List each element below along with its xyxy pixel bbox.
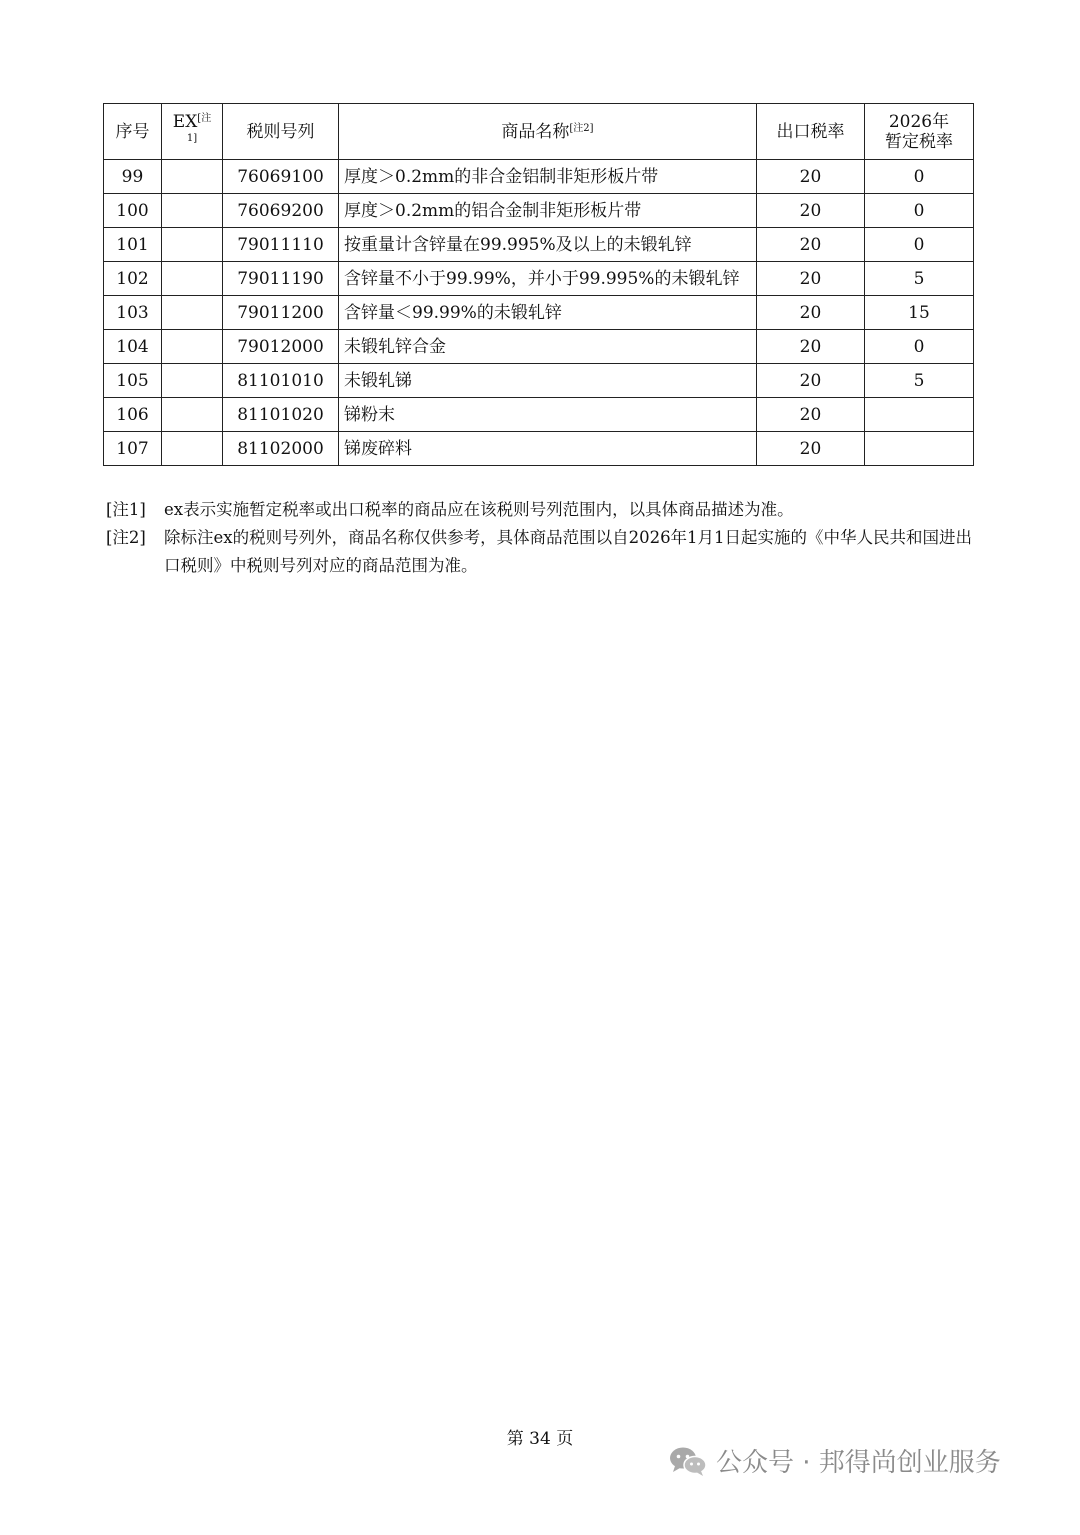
header-ex-note: [注1]: [186, 112, 212, 144]
cell-seq: 105: [104, 364, 162, 398]
page-number: 第 34 页: [506, 1429, 574, 1449]
cell-name: 含锌量不小于99.99%，并小于99.995%的未锻轧锌: [339, 262, 757, 296]
cell-code: 81101010: [223, 364, 339, 398]
table-row: [104, 296, 974, 330]
cell-export-rate: 20: [757, 228, 865, 262]
cell-ex: [162, 398, 223, 432]
table-row: [104, 194, 974, 228]
cell-name: 未锻轧锌合金: [339, 330, 757, 364]
cell-export-rate: 20: [757, 398, 865, 432]
cell-temp-rate: 0: [865, 160, 974, 194]
cell-export-rate: 20: [757, 296, 865, 330]
cell-ex: [162, 160, 223, 194]
cell-temp-rate: 0: [865, 194, 974, 228]
table-row: [104, 262, 974, 296]
cell-export-rate: 20: [757, 364, 865, 398]
header-temp-rate-line1: 2026年: [888, 111, 950, 132]
cell-seq: 99: [104, 160, 162, 194]
cell-name: 锑粉末: [339, 398, 757, 432]
cell-name: 未锻轧锑: [339, 364, 757, 398]
table-row: [104, 432, 974, 466]
cell-ex: [162, 296, 223, 330]
footnote-2: [106, 524, 976, 580]
cell-temp-rate: 5: [865, 364, 974, 398]
footnote-text: ex表示实施暂定税率或出口税率的商品应在该税则号列范围内，以具体商品描述为准。: [164, 500, 794, 519]
cell-name: 锑废碎料: [339, 432, 757, 466]
cell-temp-rate: 15: [865, 296, 974, 330]
cell-seq: 102: [104, 262, 162, 296]
cell-ex: [162, 194, 223, 228]
cell-ex: [162, 262, 223, 296]
cell-code: 81102000: [223, 432, 339, 466]
cell-export-rate: 20: [757, 194, 865, 228]
header-temp-rate-line2: 暂定税率: [885, 131, 953, 152]
cell-ex: [162, 330, 223, 364]
header-ex: [162, 104, 223, 160]
header-export-rate: 出口税率: [757, 104, 865, 160]
tariff-table: [103, 103, 974, 466]
cell-export-rate: 20: [757, 330, 865, 364]
cell-export-rate: 20: [757, 160, 865, 194]
watermark: [668, 1442, 1001, 1479]
cell-code: 76069200: [223, 194, 339, 228]
footnote-mark: [注1]: [106, 500, 146, 519]
header-name-note: [注2]: [569, 122, 594, 134]
cell-seq: 104: [104, 330, 162, 364]
cell-name: 厚度＞0.2mm的铝合金制非矩形板片带: [339, 194, 757, 228]
footnote-mark: [注2]: [106, 528, 146, 547]
header-code: 税则号列: [223, 104, 339, 160]
header-temp-rate: [865, 104, 974, 160]
table-body: [104, 160, 974, 466]
cell-temp-rate: [865, 432, 974, 466]
cell-code: 76069100: [223, 160, 339, 194]
cell-name: 含锌量＜99.99%的未锻轧锌: [339, 296, 757, 330]
cell-seq: 100: [104, 194, 162, 228]
cell-code: 79011190: [223, 262, 339, 296]
header-ex-label: EX: [172, 111, 198, 132]
cell-temp-rate: 0: [865, 228, 974, 262]
cell-temp-rate: 0: [865, 330, 974, 364]
cell-seq: 103: [104, 296, 162, 330]
cell-temp-rate: 5: [865, 262, 974, 296]
footnotes: [106, 496, 976, 580]
table-row: [104, 228, 974, 262]
header-seq: 序号: [104, 104, 162, 160]
cell-name: 厚度＞0.2mm的非合金铝制非矩形板片带: [339, 160, 757, 194]
cell-export-rate: 20: [757, 432, 865, 466]
cell-seq: 107: [104, 432, 162, 466]
cell-code: 79012000: [223, 330, 339, 364]
cell-ex: [162, 364, 223, 398]
header-name: [339, 104, 757, 160]
cell-ex: [162, 228, 223, 262]
cell-code: 79011110: [223, 228, 339, 262]
cell-code: 79011200: [223, 296, 339, 330]
table-row: [104, 330, 974, 364]
cell-seq: 101: [104, 228, 162, 262]
table-row: [104, 364, 974, 398]
header-name-label: 商品名称: [501, 121, 570, 142]
cell-temp-rate: [865, 398, 974, 432]
table-header-row: [104, 104, 974, 160]
wechat-icon: [668, 1445, 708, 1477]
table-row: [104, 398, 974, 432]
cell-seq: 106: [104, 398, 162, 432]
cell-export-rate: 20: [757, 262, 865, 296]
cell-name: 按重量计含锌量在99.995%及以上的未锻轧锌: [339, 228, 757, 262]
table-row: [104, 160, 974, 194]
footnote-1: [106, 496, 976, 524]
cell-ex: [162, 432, 223, 466]
watermark-text: 公众号 · 邦得尚创业服务: [716, 1448, 1001, 1478]
cell-code: 81101020: [223, 398, 339, 432]
footnote-text: 除标注ex的税则号列外，商品名称仅供参考，具体商品范围以自2026年1月1日起实施的《中华人民共和国进出口税则》中税则号列对应的商品范围为准。: [164, 528, 973, 575]
